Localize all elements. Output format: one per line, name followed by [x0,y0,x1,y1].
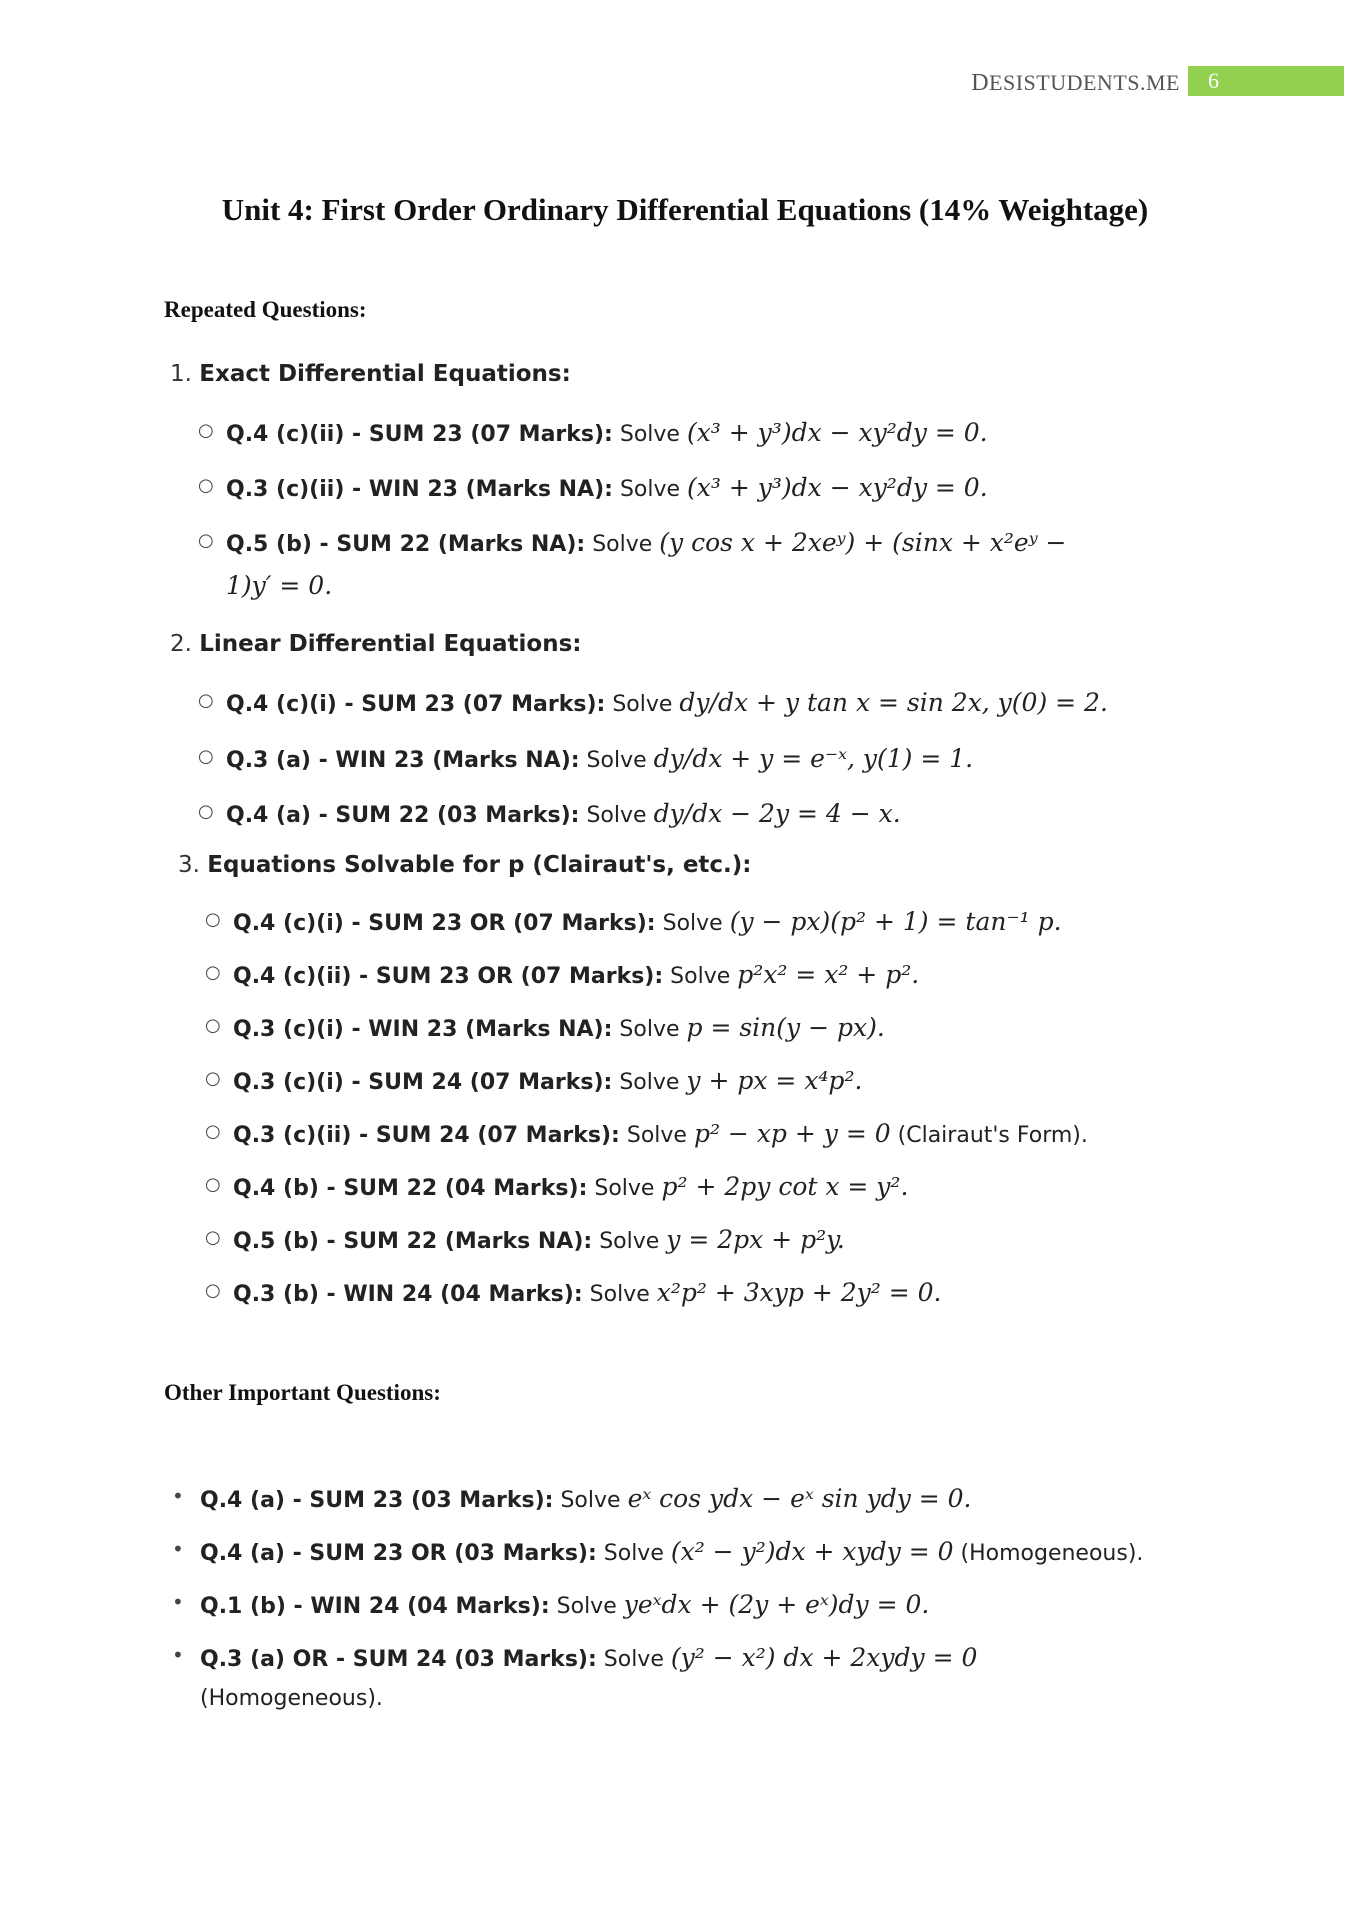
question-item: ○ Q.5 (b) - SUM 22 (Marks NA): Solve y = 2px + p²y. [205,1225,845,1254]
question-item: ○ Q.5 (b) - SUM 22 (Marks NA): Solve (y cos x + 2xeʸ) + (sinx + x²eʸ − 1)y′ = 0. [198,528,1067,600]
question-item: • Q.4 (a) - SUM 23 OR (03 Marks): Solve (x² − y²)dx + xydy = 0 (Homogeneous). [172,1537,1144,1566]
bullet-icon: ○ [205,1280,221,1301]
question-item: ○ Q.4 (c)(ii) - SUM 23 (07 Marks): Solve (x³ + y³)dx − xy²dy = 0. [198,418,988,447]
question-item: ○ Q.4 (a) - SUM 22 (03 Marks): Solve dy/dx − 2y = 4 − x. [198,799,901,828]
question-item: ○ Q.3 (c)(ii) - SUM 24 (07 Marks): Solve p² − xp + y = 0 (Clairaut's Form). [205,1119,1088,1148]
question-item: ○ Q.3 (c)(i) - SUM 24 (07 Marks): Solve y + px = x⁴p². [205,1066,863,1095]
bullet-icon: • [172,1537,184,1561]
question-item: ○ Q.4 (c)(i) - SUM 23 OR (07 Marks): Solve (y − px)(p² + 1) = tan⁻¹ p. [205,907,1062,936]
question-item: ○ Q.3 (b) - WIN 24 (04 Marks): Solve x²p² + 3xyp + 2y² = 0. [205,1278,942,1307]
question-item: • Q.4 (a) - SUM 23 (03 Marks): Solve eˣ cos ydx − eˣ sin ydy = 0. [172,1484,972,1513]
question-item: • Q.1 (b) - WIN 24 (04 Marks): Solve yeˣdx + (2y + eˣ)dy = 0. [172,1590,930,1619]
bullet-icon: • [172,1643,184,1667]
other-questions-heading: Other Important Questions: [164,1380,441,1405]
bullet-icon: ○ [205,1121,221,1142]
question-item: ○ Q.3 (a) - WIN 23 (Marks NA): Solve dy/dx + y = e⁻ˣ, y(1) = 1. [198,744,974,773]
question-item: ○ Q.3 (c)(i) - WIN 23 (Marks NA): Solve p = sin(y − px). [205,1013,885,1042]
bullet-icon: ○ [198,746,214,767]
question-item: ○ Q.3 (c)(ii) - WIN 23 (Marks NA): Solve (x³ + y³)dx − xy²dy = 0. [198,473,988,502]
bullet-icon: ○ [198,801,214,822]
bullet-icon: ○ [198,420,214,441]
category-solvable-for-p: 3. Equations Solvable for p (Clairaut's, etc.): [178,852,752,878]
bullet-icon: ○ [205,1174,221,1195]
bullet-icon: • [172,1590,184,1614]
site-name: DESISTUDENTS.ME [971,70,1180,96]
bullet-icon: ○ [205,1015,221,1036]
bullet-icon: • [172,1484,184,1508]
bullet-icon: ○ [198,530,214,551]
bullet-icon: ○ [198,475,214,496]
page-title: Unit 4: First Order Ordinary Differential Equations (14% Weightage) [221,192,1149,227]
question-item: ○ Q.4 (c)(ii) - SUM 23 OR (07 Marks): Solve p²x² = x² + p². [205,960,920,989]
question-item: ○ Q.4 (b) - SUM 22 (04 Marks): Solve p² + 2py cot x = y². [205,1172,909,1201]
category-linear: 2. Linear Differential Equations: [170,631,582,657]
bullet-icon: ○ [205,1068,221,1089]
question-item: • Q.3 (a) OR - SUM 24 (03 Marks): Solve (y² − x²) dx + 2xydy = 0 (Homogeneous). [172,1643,978,1711]
page-number: 6 [1188,66,1344,96]
repeated-questions-heading: Repeated Questions: [164,297,367,322]
question-item: ○ Q.4 (c)(i) - SUM 23 (07 Marks): Solve dy/dx + y tan x = sin 2x, y(0) = 2. [198,688,1108,717]
bullet-icon: ○ [198,690,214,711]
bullet-icon: ○ [205,1227,221,1248]
bullet-icon: ○ [205,909,221,930]
bullet-icon: ○ [205,962,221,983]
category-exact: 1. Exact Differential Equations: [170,361,571,387]
